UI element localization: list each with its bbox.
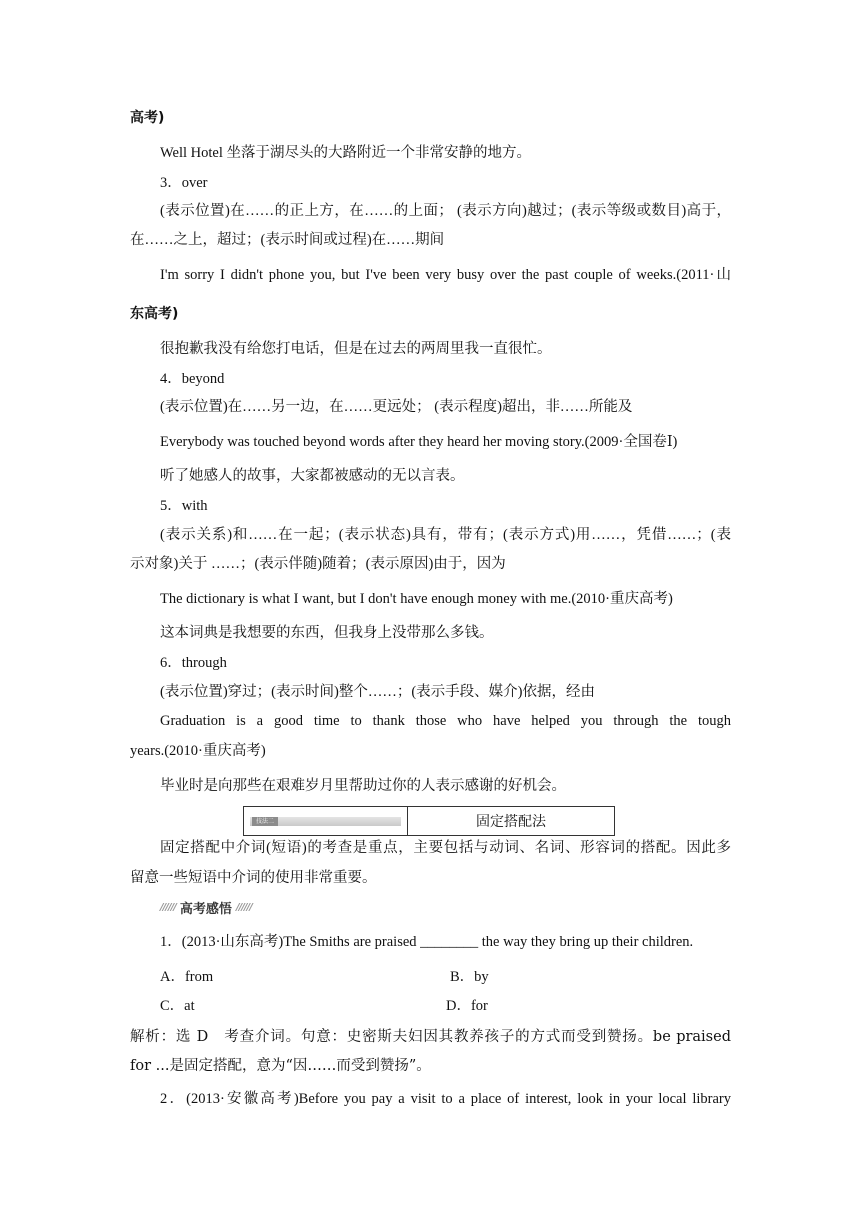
option-d: D．for xyxy=(446,998,488,1014)
question-line: 1．(2013·山东高考)The Smiths are praised ________ the way they bring up their children. xyxy=(160,934,694,950)
text-line: 高考) xyxy=(130,110,165,126)
text-line: 5．with xyxy=(160,498,208,514)
text-line: 很抱歉我没有给您打电话，但是在过去的两周里我一直很忙。 xyxy=(160,341,552,357)
text-line: Graduation is a good time to thank those who have helped you through the tough xyxy=(160,713,731,729)
section-heading xyxy=(160,898,252,917)
decorative-slashes-right: ////// xyxy=(235,902,252,913)
option-c: C．at xyxy=(160,998,195,1014)
option-b: B．by xyxy=(450,969,489,985)
analysis-line: for ...是固定搭配，意为“因……而受到赞扬”。 xyxy=(130,1058,431,1074)
text-line: years.(2010·重庆高考) xyxy=(130,743,266,759)
text-line: 毕业时是向那些在艰难岁月里帮助过你的人表示感谢的好机会。 xyxy=(160,778,566,794)
method-title: 固定搭配法 xyxy=(476,814,546,830)
text-line: 4．beyond xyxy=(160,371,225,387)
text-line: Well Hotel 坐落于湖尽头的大路附近一个非常安静的地方。 xyxy=(160,145,531,161)
method-bar xyxy=(250,817,401,826)
text-line: (表示位置)在……的正上方，在……的上面； (表示方向)越过；(表示等级或数目)高于， xyxy=(160,203,731,219)
text-line: 东高考) xyxy=(130,306,179,322)
method-tag: 技法二 xyxy=(252,817,278,826)
text-line: 这本词典是我想要的东西，但我身上没带那么多钱。 xyxy=(160,625,494,641)
method-tag-area xyxy=(244,807,408,835)
method-box xyxy=(243,806,615,836)
question-line: 2．(2013·安徽高考)Before you pay a visit to a place of interest, look in your local library xyxy=(160,1091,731,1107)
text-line: 示对象)关于 ……；(表示伴随)随着；(表示原因)由于，因为 xyxy=(130,556,506,572)
decorative-slashes-left: ////// xyxy=(160,902,176,913)
text-line: 留意一些短语中介词的使用非常重要。 xyxy=(130,870,377,886)
text-line: (表示关系)和……在一起；(表示状态)具有，带有；(表示方式)用……，凭借……；(表 xyxy=(160,527,731,543)
option-a: A．from xyxy=(160,969,214,985)
text-line: I'm sorry I didn't phone you, but I've been very busy over the past couple of weeks.(2011·山 xyxy=(160,267,731,283)
text-line: 听了她感人的故事，大家都被感动的无以言表。 xyxy=(160,468,465,484)
text-line: 在……之上，超过；(表示时间或过程)在……期间 xyxy=(130,232,445,248)
text-line: (表示位置)穿过；(表示时间)整个……；(表示手段、媒介)依据，经由 xyxy=(160,684,595,700)
text-line: The dictionary is what I want, but I don't have enough money with me.(2010·重庆高考) xyxy=(160,591,673,607)
text-line: 固定搭配中介词(短语)的考查是重点，主要包括与动词、名词、形容词的搭配。因此多 xyxy=(160,840,731,856)
text-line: 6．through xyxy=(160,655,227,671)
analysis-line: 解析：选 D 考查介词。句意：史密斯夫妇因其教养孩子的方式而受到赞扬。be praised xyxy=(130,1029,731,1045)
text-line: (表示位置)在……另一边，在……更远处； (表示程度)超出，非……所能及 xyxy=(160,399,633,415)
section-title: 高考感悟 xyxy=(179,902,232,917)
text-line: Everybody was touched beyond words after they heard her moving story.(2009·全国卷Ⅰ) xyxy=(160,434,678,450)
text-line: 3．over xyxy=(160,175,208,191)
